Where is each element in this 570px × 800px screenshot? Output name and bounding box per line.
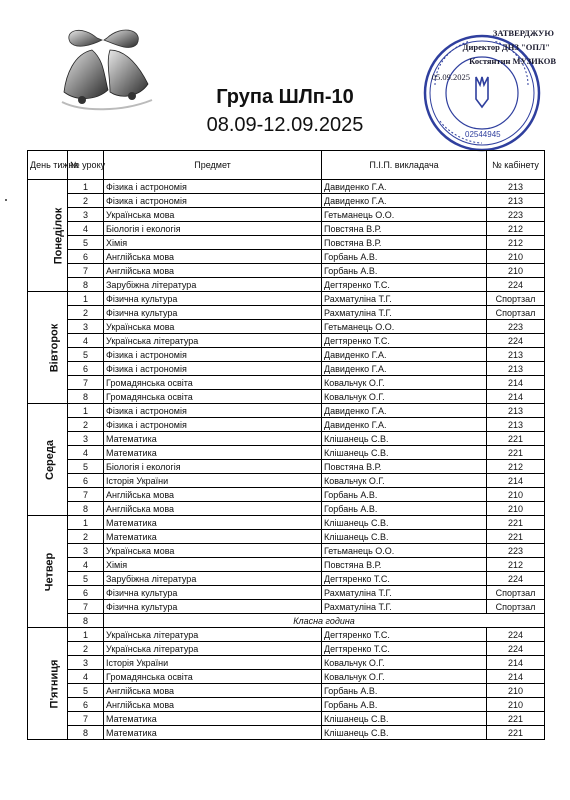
room-cell: 213: [487, 418, 545, 432]
room-cell: 212: [487, 558, 545, 572]
table-row: [28, 572, 545, 586]
table-row: [28, 362, 545, 376]
subject-cell: Фізика і астрономія: [104, 418, 322, 432]
table-row: [28, 642, 545, 656]
lesson-number: 3: [68, 544, 104, 558]
teacher-cell: Горбань А.В.: [322, 250, 487, 264]
room-cell: 214: [487, 670, 545, 684]
subject-cell: Англійська мова: [104, 698, 322, 712]
teacher-cell: Клішанець С.В.: [322, 530, 487, 544]
lesson-number: 1: [68, 516, 104, 530]
room-cell: 221: [487, 726, 545, 740]
stamp-code: 02544945: [465, 130, 501, 139]
table-row: [28, 208, 545, 222]
table-row: [28, 404, 545, 418]
table-row: [28, 334, 545, 348]
teacher-cell: Давиденко Г.А.: [322, 362, 487, 376]
day-cell: [28, 404, 68, 516]
subject-cell: Математика: [104, 446, 322, 460]
room-cell: 224: [487, 642, 545, 656]
teacher-cell: Гетьманець О.О.: [322, 544, 487, 558]
table-row: [28, 418, 545, 432]
teacher-cell: Ковальчук О.Г.: [322, 656, 487, 670]
room-cell: 214: [487, 376, 545, 390]
lesson-number: 3: [68, 432, 104, 446]
table-row: [28, 544, 545, 558]
lesson-number: 8: [68, 278, 104, 292]
teacher-cell: Клішанець С.В.: [322, 446, 487, 460]
subject-cell: Математика: [104, 726, 322, 740]
table-row: [28, 348, 545, 362]
subject-cell: Українська мова: [104, 544, 322, 558]
lesson-number: 2: [68, 642, 104, 656]
table-row: [28, 236, 545, 250]
subject-cell: Громадянська освіта: [104, 376, 322, 390]
lesson-number: 2: [68, 194, 104, 208]
day-label: П'ятниця: [48, 659, 61, 708]
room-cell: 223: [487, 208, 545, 222]
subject-cell: Математика: [104, 712, 322, 726]
teacher-cell: Клішанець С.В.: [322, 726, 487, 740]
room-cell: 213: [487, 194, 545, 208]
room-cell: 213: [487, 404, 545, 418]
lesson-number: 7: [68, 712, 104, 726]
subject-cell: Фізика і астрономія: [104, 348, 322, 362]
teacher-cell: Давиденко Г.А.: [322, 180, 487, 194]
lesson-number: 1: [68, 292, 104, 306]
lesson-number: 4: [68, 558, 104, 572]
approval-position: Директор ДНЗ "ОПЛ": [462, 42, 550, 52]
teacher-cell: Рахматуліна Т.Г.: [322, 292, 487, 306]
lesson-number: 2: [68, 306, 104, 320]
date-range: 08.09-12.09.2025: [206, 114, 364, 136]
table-row: [28, 628, 545, 642]
subject-cell: Історія України: [104, 474, 322, 488]
subject-cell: Хімія: [104, 236, 322, 250]
subject-cell: Англійська мова: [104, 250, 322, 264]
room-cell: 212: [487, 222, 545, 236]
teacher-cell: Давиденко Г.А.: [322, 348, 487, 362]
teacher-cell: Гетьманець О.О.: [322, 208, 487, 222]
table-row: [28, 194, 545, 208]
schedule-body: [28, 180, 545, 740]
day-label: Четвер: [43, 552, 56, 591]
subject-cell: Фізична культура: [104, 306, 322, 320]
table-row: [28, 460, 545, 474]
teacher-cell: Дегтяренко Т.С.: [322, 278, 487, 292]
table-row: [28, 614, 545, 628]
room-cell: 224: [487, 334, 545, 348]
room-cell: 214: [487, 656, 545, 670]
subject-cell: Фізика і астрономія: [104, 362, 322, 376]
table-row: [28, 698, 545, 712]
lesson-number: 7: [68, 600, 104, 614]
lesson-number: 6: [68, 474, 104, 488]
table-row: [28, 376, 545, 390]
table-row: [28, 712, 545, 726]
header-room: № кабінету: [487, 151, 545, 180]
approval-date: 05.09.2025: [431, 72, 470, 82]
teacher-cell: Ковальчук О.Г.: [322, 474, 487, 488]
lesson-number: 4: [68, 446, 104, 460]
lesson-number: 5: [68, 684, 104, 698]
header-subject: Предмет: [104, 151, 322, 180]
lesson-number: 1: [68, 404, 104, 418]
subject-cell: Фізична культура: [104, 292, 322, 306]
room-cell: Спортзал: [487, 306, 545, 320]
lesson-number: 8: [68, 614, 104, 628]
approval-signer: Костянтин МУЗИКОВ: [469, 56, 556, 66]
lesson-number: 4: [68, 334, 104, 348]
lesson-number: 5: [68, 460, 104, 474]
subject-cell: Біологія і екологія: [104, 222, 322, 236]
subject-cell: Математика: [104, 432, 322, 446]
subject-cell: Українська література: [104, 642, 322, 656]
room-cell: 210: [487, 488, 545, 502]
room-cell: 212: [487, 236, 545, 250]
subject-cell: Українська мова: [104, 208, 322, 222]
subject-cell: Математика: [104, 530, 322, 544]
lesson-number: 7: [68, 376, 104, 390]
teacher-cell: Рахматуліна Т.Г.: [322, 600, 487, 614]
room-cell: 213: [487, 362, 545, 376]
table-row: [28, 488, 545, 502]
day-cell: [28, 292, 68, 404]
subject-cell: Фізика і астрономія: [104, 404, 322, 418]
page-title: Група ШЛп-10: [216, 86, 354, 108]
teacher-cell: Клішанець С.В.: [322, 432, 487, 446]
lesson-number: 3: [68, 208, 104, 222]
table-row: [28, 446, 545, 460]
lesson-number: 1: [68, 180, 104, 194]
lesson-number: 5: [68, 572, 104, 586]
day-cell: [28, 628, 68, 740]
room-cell: 223: [487, 320, 545, 334]
day-label: Понеділок: [52, 207, 65, 264]
subject-cell: Англійська мова: [104, 502, 322, 516]
room-cell: 223: [487, 544, 545, 558]
table-row: [28, 502, 545, 516]
teacher-cell: Дегтяренко Т.С.: [322, 334, 487, 348]
table-row: [28, 292, 545, 306]
teacher-cell: Дегтяренко Т.С.: [322, 628, 487, 642]
table-row: [28, 390, 545, 404]
subject-cell: Громадянська освіта: [104, 670, 322, 684]
table-row: [28, 600, 545, 614]
room-cell: 212: [487, 460, 545, 474]
day-label: Середа: [44, 439, 56, 480]
room-cell: 213: [487, 348, 545, 362]
lesson-number: 6: [68, 362, 104, 376]
room-cell: 224: [487, 278, 545, 292]
subject-cell: Англійська мова: [104, 264, 322, 278]
teacher-cell: Клішанець С.В.: [322, 712, 487, 726]
teacher-cell: Горбань А.В.: [322, 698, 487, 712]
subject-cell: Громадянська освіта: [104, 390, 322, 404]
table-row: [28, 586, 545, 600]
subject-cell: Англійська мова: [104, 684, 322, 698]
table-row: [28, 250, 545, 264]
subject-cell: Українська література: [104, 334, 322, 348]
room-cell: 210: [487, 250, 545, 264]
table-row: [28, 474, 545, 488]
day-label: Вівторок: [48, 323, 61, 372]
lesson-number: 4: [68, 670, 104, 684]
teacher-cell: Горбань А.В.: [322, 264, 487, 278]
table-row: [28, 558, 545, 572]
lesson-number: 5: [68, 236, 104, 250]
teacher-cell: Дегтяренко Т.С.: [322, 572, 487, 586]
lesson-number: 8: [68, 502, 104, 516]
table-row: [28, 656, 545, 670]
teacher-cell: Повстяна В.Р.: [322, 558, 487, 572]
table-row: [28, 278, 545, 292]
header-lesson: № уроку: [68, 151, 104, 180]
lesson-number: 6: [68, 698, 104, 712]
teacher-cell: Ковальчук О.Г.: [322, 376, 487, 390]
special-event: Класна година: [104, 614, 545, 628]
table-row: [28, 264, 545, 278]
room-cell: Спортзал: [487, 292, 545, 306]
subject-cell: Історія України: [104, 656, 322, 670]
room-cell: 221: [487, 516, 545, 530]
teacher-cell: Давиденко Г.А.: [322, 418, 487, 432]
header-day: День тижня: [28, 151, 68, 180]
table-row: [28, 530, 545, 544]
subject-cell: Фізична культура: [104, 600, 322, 614]
table-row: [28, 320, 545, 334]
room-cell: 210: [487, 502, 545, 516]
teacher-cell: Гетьманець О.О.: [322, 320, 487, 334]
scan-speck: [5, 199, 7, 201]
lesson-number: 1: [68, 628, 104, 642]
room-cell: 214: [487, 390, 545, 404]
room-cell: 221: [487, 446, 545, 460]
table-row: [28, 306, 545, 320]
subject-cell: Хімія: [104, 558, 322, 572]
room-cell: 214: [487, 474, 545, 488]
approval-heading: ЗАТВЕРДЖУЮ: [492, 28, 554, 38]
teacher-cell: Повстяна В.Р.: [322, 236, 487, 250]
schedule-table: [27, 150, 545, 740]
day-cell: [28, 180, 68, 292]
teacher-cell: Ковальчук О.Г.: [322, 670, 487, 684]
room-cell: 221: [487, 432, 545, 446]
lesson-number: 8: [68, 390, 104, 404]
teacher-cell: Давиденко Г.А.: [322, 194, 487, 208]
table-row: [28, 684, 545, 698]
subject-cell: Українська мова: [104, 320, 322, 334]
lesson-number: 2: [68, 530, 104, 544]
subject-cell: Фізика і астрономія: [104, 194, 322, 208]
teacher-cell: Горбань А.В.: [322, 488, 487, 502]
header-teacher: П.І.П. викладача: [322, 151, 487, 180]
room-cell: Спортзал: [487, 600, 545, 614]
teacher-cell: Горбань А.В.: [322, 502, 487, 516]
table-row: [28, 516, 545, 530]
teacher-cell: Рахматуліна Т.Г.: [322, 586, 487, 600]
lesson-number: 2: [68, 418, 104, 432]
teacher-cell: Повстяна В.Р.: [322, 460, 487, 474]
room-cell: Спортзал: [487, 586, 545, 600]
subject-cell: Англійська мова: [104, 488, 322, 502]
subject-cell: Фізика і астрономія: [104, 180, 322, 194]
room-cell: 210: [487, 698, 545, 712]
lesson-number: 6: [68, 586, 104, 600]
subject-cell: Українська література: [104, 628, 322, 642]
room-cell: 210: [487, 684, 545, 698]
lesson-number: 8: [68, 726, 104, 740]
lesson-number: 7: [68, 488, 104, 502]
room-cell: 224: [487, 572, 545, 586]
subject-cell: Біологія і екологія: [104, 460, 322, 474]
table-row: [28, 726, 545, 740]
table-row: [28, 222, 545, 236]
table-row: [28, 670, 545, 684]
room-cell: 210: [487, 264, 545, 278]
lesson-number: 3: [68, 320, 104, 334]
teacher-cell: Дегтяренко Т.С.: [322, 642, 487, 656]
teacher-cell: Ковальчук О.Г.: [322, 390, 487, 404]
teacher-cell: Рахматуліна Т.Г.: [322, 306, 487, 320]
day-cell: [28, 516, 68, 628]
table-row: [28, 180, 545, 194]
table-header-row: [28, 151, 545, 180]
room-cell: 221: [487, 712, 545, 726]
lesson-number: 7: [68, 264, 104, 278]
room-cell: 224: [487, 628, 545, 642]
subject-cell: Фізична культура: [104, 586, 322, 600]
lesson-number: 5: [68, 348, 104, 362]
subject-cell: Зарубіжна література: [104, 572, 322, 586]
lesson-number: 4: [68, 222, 104, 236]
room-cell: 221: [487, 530, 545, 544]
subject-cell: Зарубіжна література: [104, 278, 322, 292]
teacher-cell: Горбань А.В.: [322, 684, 487, 698]
teacher-cell: Давиденко Г.А.: [322, 404, 487, 418]
room-cell: 213: [487, 180, 545, 194]
teacher-cell: Повстяна В.Р.: [322, 222, 487, 236]
lesson-number: 6: [68, 250, 104, 264]
teacher-cell: Клішанець С.В.: [322, 516, 487, 530]
table-row: [28, 432, 545, 446]
lesson-number: 3: [68, 656, 104, 670]
subject-cell: Математика: [104, 516, 322, 530]
